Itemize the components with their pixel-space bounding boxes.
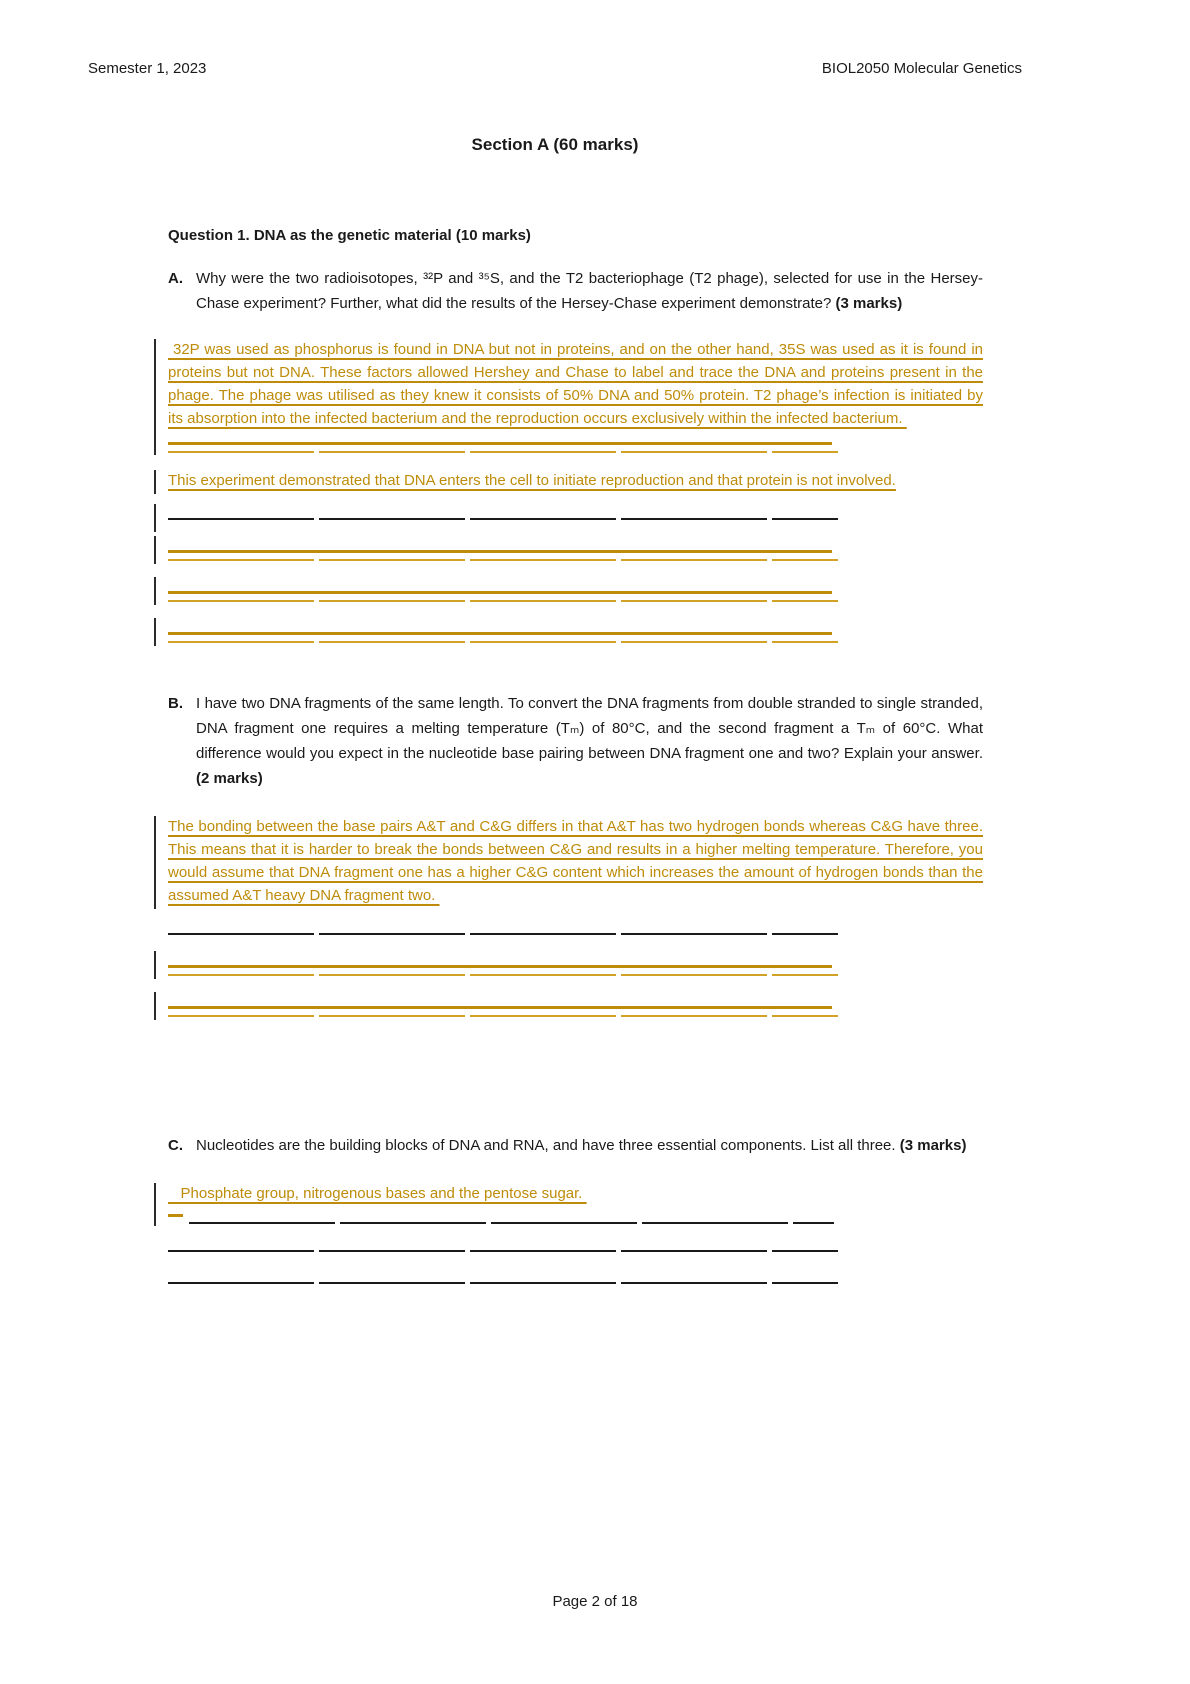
empty-answer-line-orange: [168, 591, 838, 602]
empty-answer-line: [189, 1222, 834, 1224]
answer-1b-paragraph: The bonding between the base pairs A&T and C&G differs in that A&T has two hydrogen bonds whereas C&G have three. This means that it is harder to break the bonds between C&G and results in a higher melting temperature. Therefore, you would assume that DNA fragment one has a higher C&G content which increases the amount of hydrogen bonds than the assumed A&T heavy DNA fragment two.: [168, 818, 983, 904]
orange-rule: [168, 550, 832, 553]
question-1b-text: [196, 691, 983, 791]
empty-answer-line-orange: [168, 1006, 838, 1017]
empty-answer-line: [168, 1250, 838, 1252]
underscore-rule: [168, 933, 838, 935]
question-1c-body: Nucleotides are the building blocks of DNA and RNA, and have three essential components. List all three.: [196, 1137, 896, 1154]
orange-underscore-rule: [168, 451, 838, 453]
answer-1a-empty-lines: [168, 518, 983, 643]
question-1b-marks: (2 marks): [196, 770, 263, 787]
question-1a-marks: (3 marks): [835, 295, 903, 312]
question-content: [168, 227, 983, 1284]
underscore-rule: [168, 1282, 838, 1284]
orange-rule: [168, 1006, 832, 1009]
underscore-rule: [168, 1250, 838, 1252]
section-title: Section A (60 marks): [471, 135, 639, 154]
question-1a-text: [196, 266, 983, 316]
question-1b: [168, 691, 983, 791]
question-1a-body: Why were the two radioisotopes, ³²P and ³⁵S, and the T2 bacteriophage (T2 phage), selected for use in the Hersey-Chase experiment? Further, what did the results of the Hersey-Chase experiment demonstrate?: [196, 270, 983, 312]
orange-underscore-rule: [168, 641, 838, 643]
question-1b-body: I have two DNA fragments of the same length. To convert the DNA fragments from double stranded to single stranded, DNA fragment one requires a melting temperature (Tₘ) of 80°C, and the second fragment a Tₘ of 60°C. What difference would you expect in the nucleotide base pairing between DNA fragment one and two? Explain your answer.: [196, 695, 983, 762]
orange-underscore-rule: [168, 559, 838, 561]
orange-rule: [168, 591, 832, 594]
empty-answer-line-orange: [168, 965, 838, 976]
answer-1c-empty-lines: [168, 1250, 983, 1284]
empty-answer-line-orange: [168, 442, 838, 453]
question-1b-label: B.: [168, 695, 183, 712]
answer-1a-block-1: [168, 338, 983, 453]
orange-rule: [168, 632, 832, 635]
empty-answer-line-orange: [168, 632, 838, 643]
underscore-rule: [168, 518, 838, 520]
orange-underscore-rule: [168, 974, 838, 976]
answer-1b-block: [168, 815, 983, 907]
orange-rule: [168, 965, 832, 968]
question-1-heading: Question 1. DNA as the genetic material (10 marks): [168, 227, 531, 244]
empty-answer-line-orange: [168, 550, 838, 561]
orange-rule: [168, 442, 832, 445]
question-1c-text: [196, 1133, 983, 1158]
empty-answer-line: [168, 518, 838, 520]
page-number: Page 2 of 18: [552, 1593, 638, 1610]
orange-underscore-rule: [168, 600, 838, 602]
answer-1a-block-2: [168, 469, 983, 492]
header-course: BIOL2050 Molecular Genetics: [821, 60, 1022, 77]
answer-1c-dash-line: [168, 1214, 983, 1224]
answer-1c-block: [168, 1182, 983, 1224]
answer-1a-paragraph-2: This experiment demonstrated that DNA enters the cell to initiate reproduction and that protein is not involved.: [168, 472, 896, 489]
question-1c-marks: (3 marks): [899, 1137, 967, 1154]
question-1c: [168, 1133, 983, 1158]
header-semester: Semester 1, 2023: [88, 60, 207, 77]
question-1a: [168, 266, 983, 316]
answer-1a-paragraph-1: 32P was used as phosphorus is found in DNA but not in proteins, and on the other hand, 35S was used as it is found in proteins but not DNA. These factors allowed Hershey and Chase to label and trace the DNA and proteins present in the phage. The phage was utilised as they knew it consists of 50% DNA and 50% protein. T2 phage’s infection is initiated by its absorption into the infected bacterium and the reproduction occurs exclusively within the infected bacterium.: [168, 341, 983, 427]
empty-answer-line: [168, 1282, 838, 1284]
orange-underscore-rule: [168, 1015, 838, 1017]
answer-1b-empty-lines: [168, 933, 983, 1017]
page-header: [88, 60, 1022, 77]
orange-dash-mark: [168, 1214, 183, 1217]
empty-answer-line: [168, 933, 838, 935]
question-1c-label: C.: [168, 1137, 183, 1154]
question-1a-label: A.: [168, 270, 183, 287]
answer-1c-paragraph: Phosphate group, nitrogenous bases and the pentose sugar.: [168, 1185, 587, 1202]
